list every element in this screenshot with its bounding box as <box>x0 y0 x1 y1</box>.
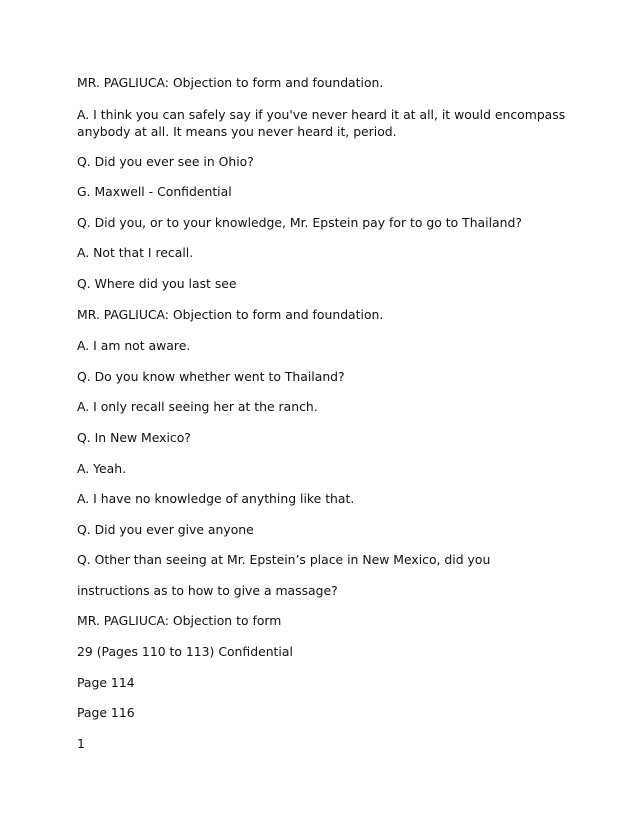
confidential-header: G. Maxwell - Confidential <box>77 184 232 199</box>
question-line-other-than: Q. Other than seeing at Mr. Epstein’s place in New Mexico, did you <box>77 552 491 567</box>
answer-line-ranch: A. I only recall seeing her at the ranch. <box>77 399 318 414</box>
answer-line-yeah: A. Yeah. <box>77 461 127 476</box>
page-number-116: Page 116 <box>77 705 135 720</box>
question-line-last-see: Q. Where did you last see <box>77 276 237 291</box>
footer-number: 1 <box>77 736 85 751</box>
objection-line-3: MR. PAGLIUCA: Objection to form <box>77 613 282 628</box>
answer-line-not-recall: A. Not that I recall. <box>77 245 194 260</box>
question-line-thailand-payment: Q. Did you, or to your knowledge, Mr. Epstein pay for to go to Thailand? <box>77 215 522 230</box>
page-range-line: 29 (Pages 110 to 113) Confidential <box>77 644 293 659</box>
question-line-new-mexico: Q. In New Mexico? <box>77 430 191 445</box>
objection-line-2: MR. PAGLIUCA: Objection to form and foundation. <box>77 307 384 322</box>
question-line-give-anyone: Q. Did you ever give anyone <box>77 522 254 537</box>
question-line-massage-instructions: instructions as to how to give a massage? <box>77 583 338 598</box>
answer-line-never-heard: A. I think you can safely say if you've never heard it at all, it would encompass anybody at all. It means you never heard it, period. <box>77 107 566 139</box>
page-number-114: Page 114 <box>77 675 135 690</box>
objection-line-1: MR. PAGLIUCA: Objection to form and foundation. <box>77 75 384 90</box>
answer-line-not-aware: A. I am not aware. <box>77 338 191 353</box>
question-line-ohio: Q. Did you ever see in Ohio? <box>77 154 254 169</box>
question-line-went-thailand: Q. Do you know whether went to Thailand? <box>77 369 345 384</box>
answer-line-no-knowledge: A. I have no knowledge of anything like that. <box>77 491 355 506</box>
